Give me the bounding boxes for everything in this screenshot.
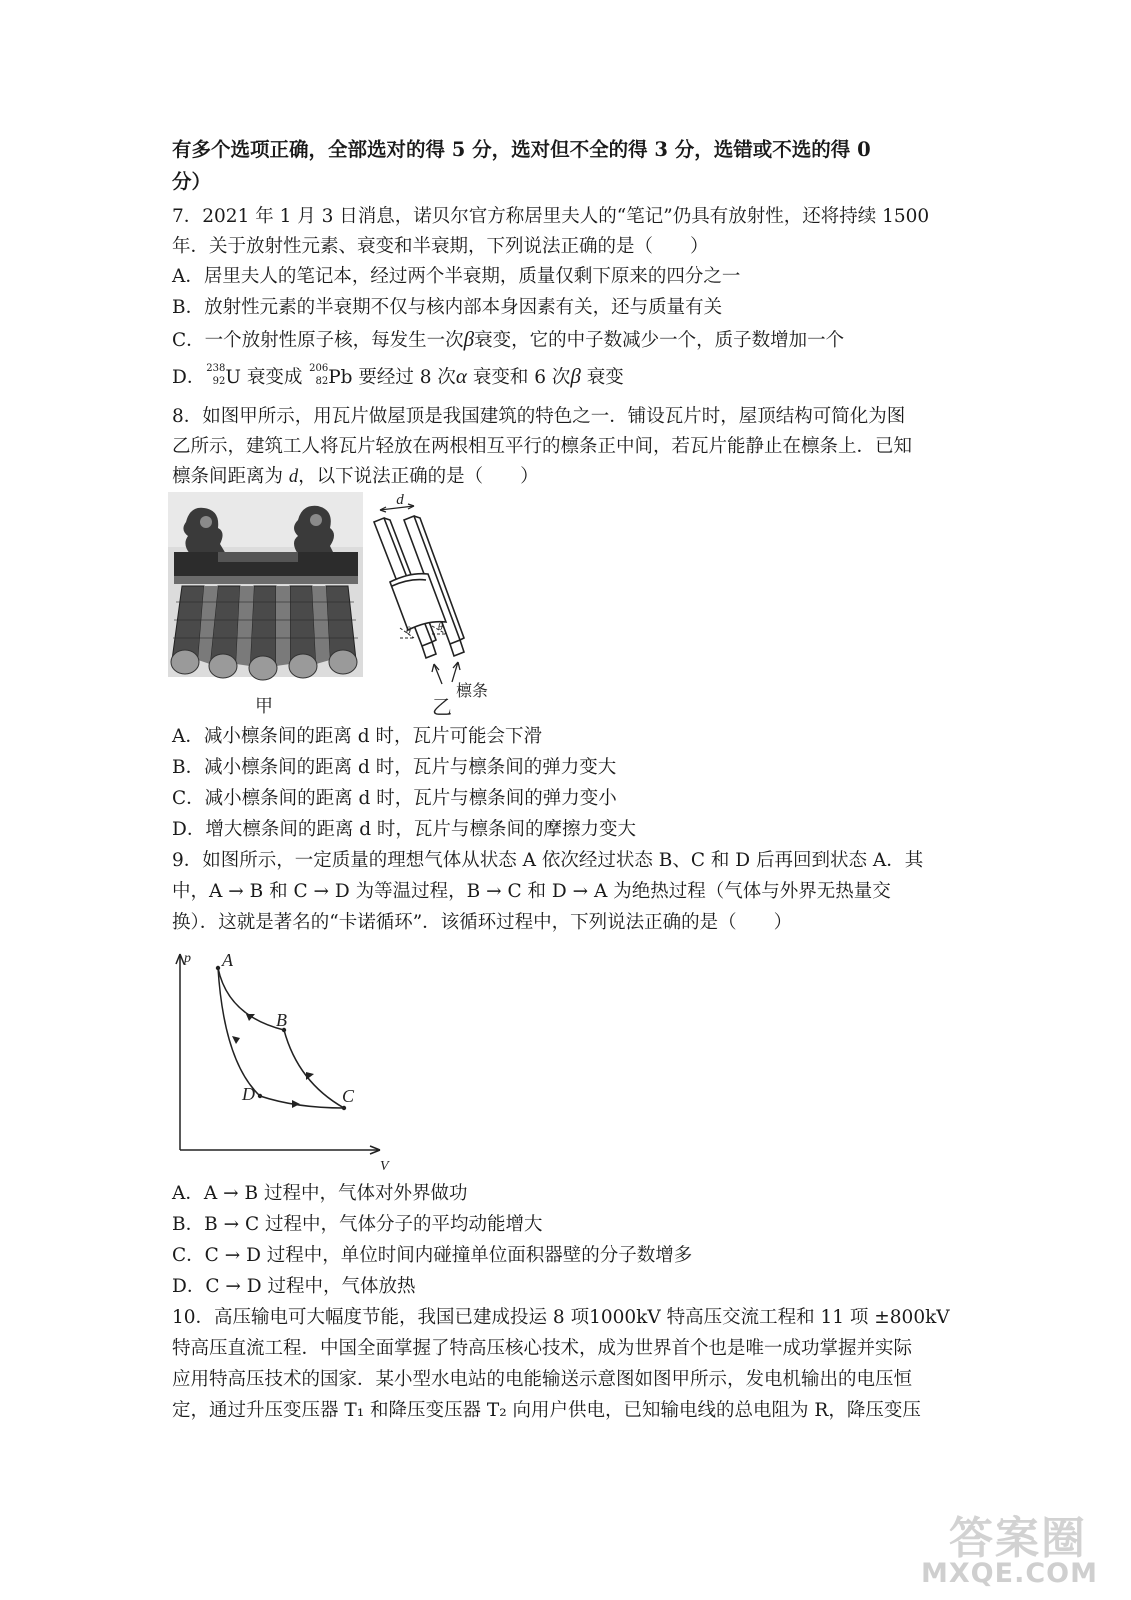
site-watermark bbox=[911, 1502, 1101, 1592]
watermark-chinese: 答案圈 bbox=[949, 1513, 1087, 1564]
q7-option-d-text-1: 要经过 8 次 bbox=[352, 367, 456, 388]
q7-option-d-label: D． bbox=[172, 367, 206, 388]
q8-option-a: A．减小檩条间的距离 d 时，瓦片可能会下滑 bbox=[172, 726, 542, 747]
dimension-d-label: d bbox=[396, 492, 404, 508]
point-label-a: A bbox=[222, 950, 233, 970]
q10-stem-line-4: 定，通过升压变压器 T₁ 和降压变压器 T₂ 向用户供电，已知输电线的总电阻为 R，降压变压 bbox=[172, 1400, 921, 1421]
uranium-symbol: U bbox=[225, 367, 241, 388]
q8-stem-line-3-post: ，以下说法正确的是（ ） bbox=[298, 466, 539, 487]
q8-option-d: D．增大檩条间的距离 d 时，瓦片与檩条间的摩擦力变大 bbox=[172, 819, 636, 840]
q8-stem-line-3 bbox=[172, 465, 539, 489]
purlin-diagram bbox=[370, 492, 495, 720]
q10-stem-line-1: 10．高压输电可大幅度节能，我国已建成投运 8 项1000kV 特高压交流工程和 11 项 ±800kV bbox=[172, 1307, 950, 1328]
watermark-url: MXQE.COM bbox=[921, 1558, 1098, 1589]
q7-stem-line-2: 年．关于放射性元素、衰变和半衰期，下列说法正确的是（ ） bbox=[172, 236, 709, 257]
curve-a-to-b bbox=[218, 968, 284, 1030]
theta-label-left: θ bbox=[406, 626, 411, 637]
q9-option-c: C．C → D 过程中，单位时间内碰撞单位面积器壁的分子数增多 bbox=[172, 1245, 693, 1266]
q10-stem-line-3: 应用特高压技术的国家．某小型水电站的电能输送示意图如图甲所示，发电机输出的电压恒 bbox=[172, 1369, 913, 1390]
q9-option-a: A．A → B 过程中，气体对外界做功 bbox=[172, 1183, 468, 1204]
carnot-pv-diagram bbox=[166, 944, 398, 1174]
figure-label-jia: 甲 bbox=[255, 696, 273, 717]
curve-c-to-d bbox=[260, 1096, 344, 1108]
q10-stem-line-2: 特高压直流工程．中国全面掌握了特高压核心技术，成为世界首个也是唯一成功掌握并实际 bbox=[172, 1338, 913, 1359]
beta-symbol-d: β bbox=[570, 364, 581, 388]
q9-stem-line-1: 9．如图所示，一定质量的理想气体从状态 A 依次经过状态 B、C 和 D 后再回到状态 A．其 bbox=[172, 850, 924, 871]
q9-option-d: D．C → D 过程中，气体放热 bbox=[172, 1276, 416, 1297]
alpha-symbol: α bbox=[455, 364, 467, 388]
q8-option-b: B．减小檩条间的距离 d 时，瓦片与檩条间的弹力变大 bbox=[172, 757, 617, 778]
q8-option-c: C．减小檩条间的距离 d 时，瓦片与檩条间的弹力变小 bbox=[172, 788, 617, 809]
figure-label-yi: 乙 bbox=[432, 695, 452, 719]
q7-option-b: B．放射性元素的半衰期不仅与核内部本身因素有关，还与质量有关 bbox=[172, 297, 723, 318]
lead-mass-number: 206 bbox=[309, 363, 329, 374]
q7-option-c-post: 衰变，它的中子数减少一个，质子数增加一个 bbox=[474, 330, 845, 351]
section-intro-line-1: 有多个选项正确，全部选对的得 5 分，选对但不全的得 3 分，选错或不选的得 0 bbox=[172, 138, 871, 161]
point-label-d: D bbox=[242, 1084, 255, 1104]
q7-option-d-text-3: 衰变 bbox=[580, 367, 624, 388]
purlin-label: 檩条 bbox=[456, 681, 489, 700]
q8-stem-line-3-pre: 檩条间距离为 bbox=[172, 466, 289, 487]
roof-tiles-photo bbox=[168, 492, 363, 720]
beta-symbol: β bbox=[463, 327, 475, 351]
q9-stem-line-3: 换）．这就是著名的“卡诺循环”．该循环过程中，下列说法正确的是（ ） bbox=[172, 912, 793, 933]
q9-option-b: B．B → C 过程中，气体分子的平均动能增大 bbox=[172, 1214, 543, 1235]
uranium-nuclide-indices bbox=[205, 363, 226, 390]
point-label-c: C bbox=[342, 1086, 355, 1106]
axis-label-p: p bbox=[184, 951, 191, 966]
distance-d-symbol: d bbox=[288, 467, 299, 487]
lead-atomic-number: 82 bbox=[315, 376, 329, 387]
uranium-mass-number: 238 bbox=[206, 363, 226, 374]
lead-nuclide-indices bbox=[308, 363, 329, 390]
uranium-atomic-number: 92 bbox=[212, 376, 226, 387]
q8-stem-line-2: 乙所示，建筑工人将瓦片轻放在两根相互平行的檩条正中间，若瓦片能静止在檩条上．已知 bbox=[172, 436, 913, 457]
q7-option-d-mid: 衰变成 bbox=[240, 367, 309, 388]
q9-stem-line-2: 中，A → B 和 C → D 为等温过程，B → C 和 D → A 为绝热过程（气体与外界无热量交 bbox=[172, 881, 891, 902]
q7-option-d bbox=[172, 364, 624, 390]
q7-option-c bbox=[172, 327, 844, 353]
curve-b-to-c bbox=[284, 1030, 344, 1108]
q8-stem-line-1: 8．如图甲所示，用瓦片做屋顶是我国建筑的特色之一．铺设瓦片时，屋顶结构可简化为图 bbox=[172, 406, 906, 427]
q7-stem-line-1: 7．2021 年 1 月 3 日消息，诺贝尔官方称居里夫人的“笔记”仍具有放射性，还将持续 1500 bbox=[172, 206, 930, 227]
q7-option-d-text-2: 衰变和 6 次 bbox=[466, 367, 571, 388]
section-intro-line-2: 分） bbox=[172, 170, 212, 193]
axis-label-v: V bbox=[380, 1159, 389, 1174]
lead-symbol: Pb bbox=[328, 367, 353, 388]
q7-option-c-pre: C．一个放射性原子核，每发生一次 bbox=[172, 330, 464, 351]
theta-label-right: θ bbox=[438, 622, 443, 633]
q7-option-a: A．居里夫人的笔记本，经过两个半衰期，质量仅剩下原来的四分之一 bbox=[172, 266, 741, 287]
point-label-b: B bbox=[276, 1010, 287, 1030]
